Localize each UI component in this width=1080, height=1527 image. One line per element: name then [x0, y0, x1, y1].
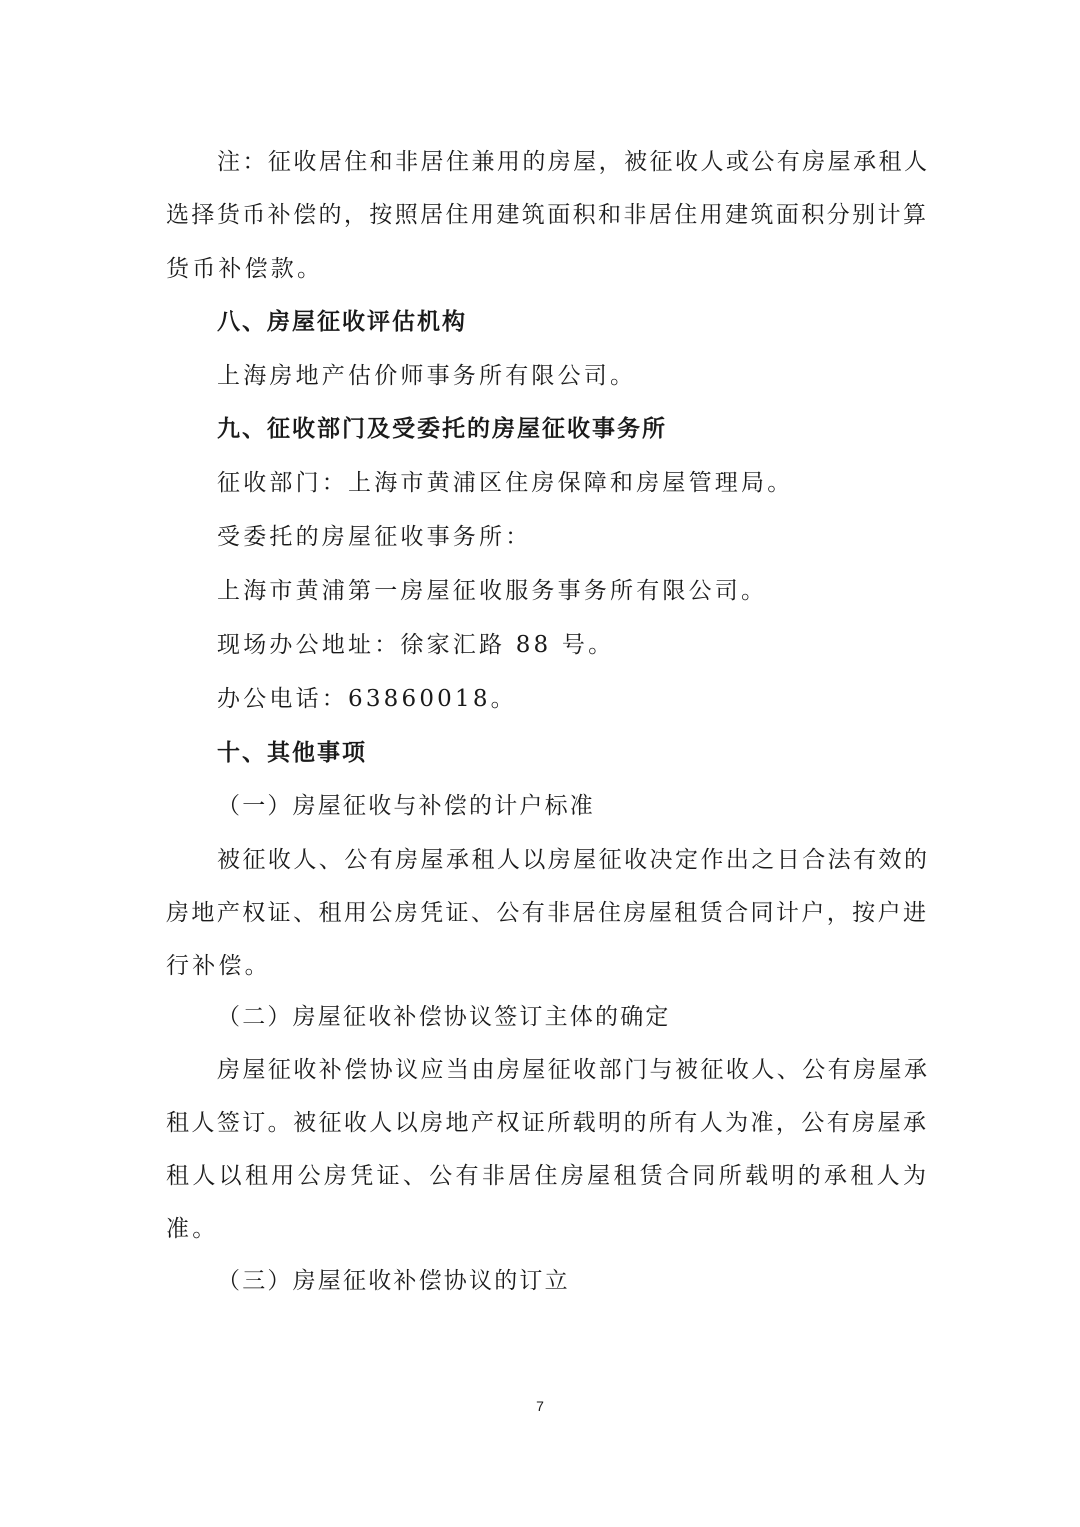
subsection-2-heading: （二）房屋征收补偿协议签订主体的确定	[217, 1004, 671, 1030]
section-8-body: 上海房地产估价师事务所有限公司。	[217, 363, 637, 389]
note-line-2: 选择货币补偿的，按照居住用建筑面积和非居住用建筑面积分别计算	[166, 202, 926, 228]
section-9-phone: 办公电话：63860018。	[217, 686, 517, 712]
section-10-heading: 十、其他事项	[217, 740, 367, 766]
note-line-3: 货币补偿款。	[166, 256, 324, 282]
section-8-heading: 八、房屋征收评估机构	[217, 309, 467, 335]
section-9-office-label: 受委托的房屋征收事务所：	[217, 524, 532, 550]
note-line-1: 注：征收居住和非居住兼用的房屋，被征收人或公有房屋承租人	[217, 149, 927, 175]
subsection-1-line-3: 行补偿。	[166, 953, 271, 979]
subsection-2-line-3: 租人以租用公房凭证、公有非居住房屋租赁合同所载明的承租人为	[166, 1163, 926, 1189]
subsection-3-heading: （三）房屋征收补偿协议的订立	[217, 1268, 570, 1294]
section-9-heading: 九、征收部门及受委托的房屋征收事务所	[217, 416, 667, 442]
subsection-2-line-1: 房屋征收补偿协议应当由房屋征收部门与被征收人、公有房屋承	[217, 1057, 927, 1083]
subsection-2-line-2: 租人签订。被征收人以房地产权证所载明的所有人为准，公有房屋承	[166, 1110, 926, 1136]
section-9-address: 现场办公地址：徐家汇路 88 号。	[217, 632, 615, 658]
subsection-1-line-1: 被征收人、公有房屋承租人以房屋征收决定作出之日合法有效的	[217, 847, 927, 873]
subsection-1-heading: （一）房屋征收与补偿的计户标准	[217, 793, 595, 819]
section-9-office-name: 上海市黄浦第一房屋征收服务事务所有限公司。	[217, 578, 768, 604]
section-9-dept: 征收部门：上海市黄浦区住房保障和房屋管理局。	[217, 470, 794, 496]
page-number: 7	[536, 1398, 544, 1414]
subsection-2-line-4: 准。	[166, 1216, 219, 1242]
subsection-1-line-2: 房地产权证、租用公房凭证、公有非居住房屋租赁合同计户，按户进	[166, 900, 926, 926]
